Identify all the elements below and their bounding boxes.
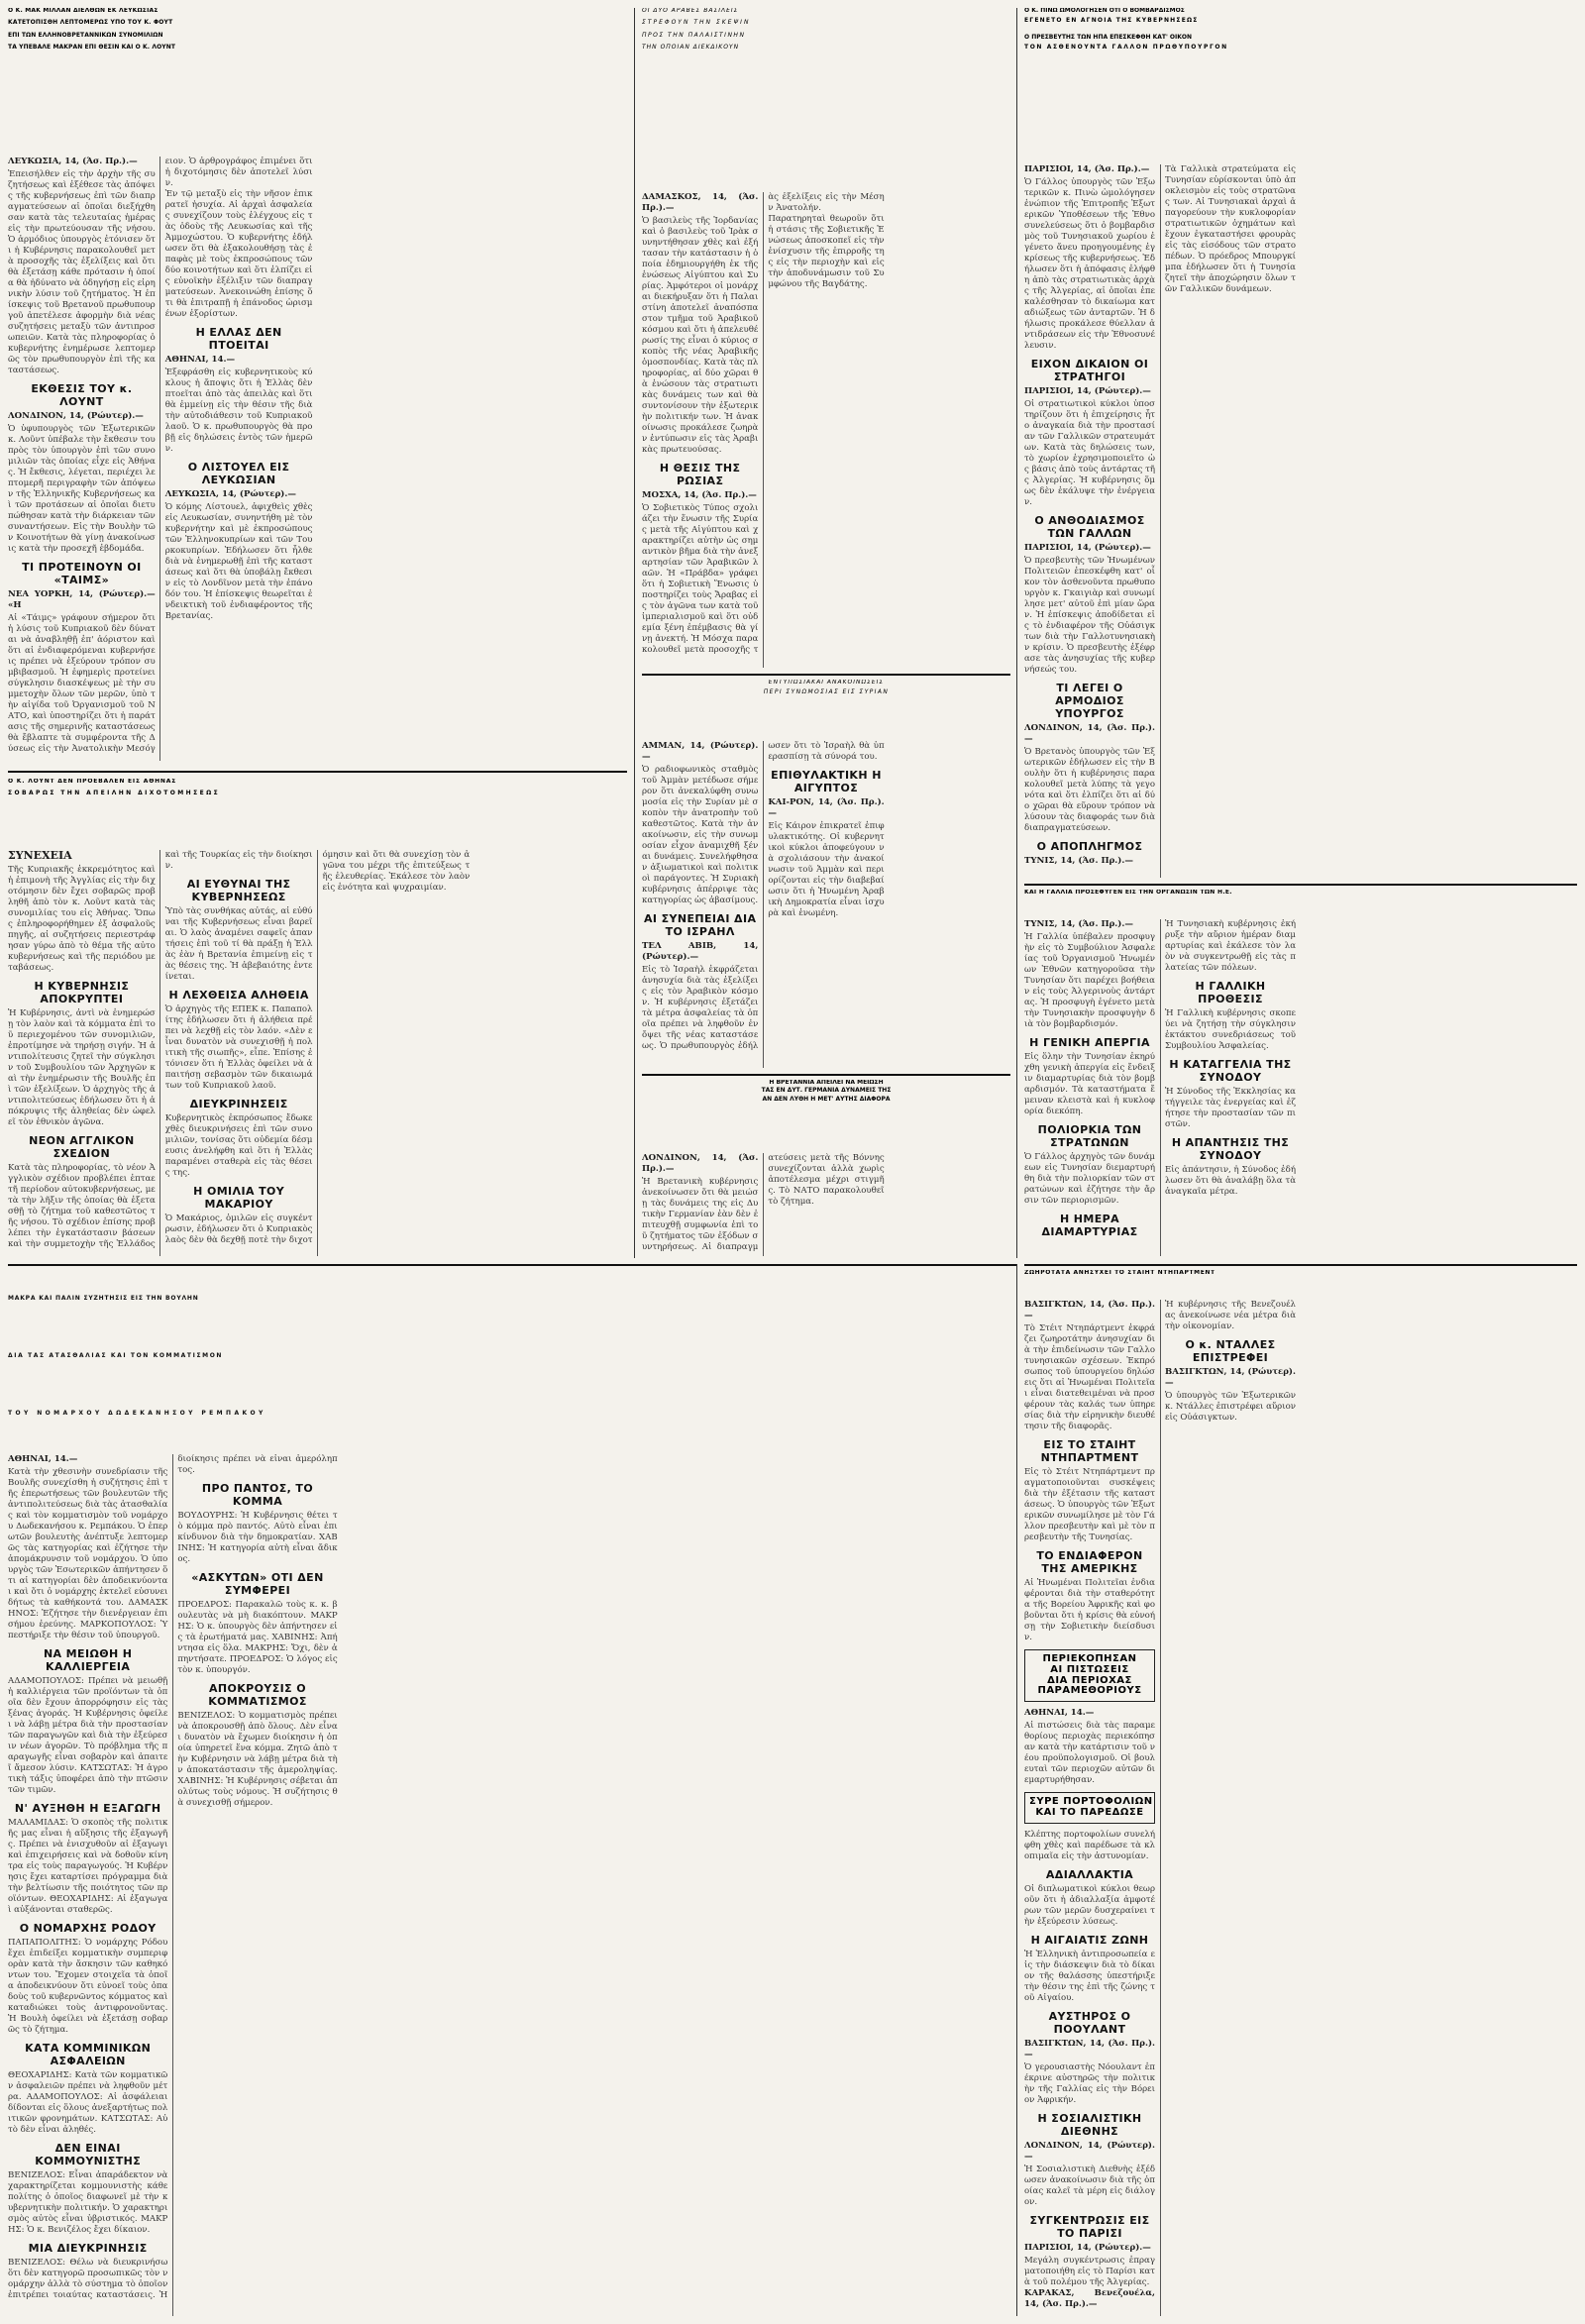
subhead-synod-reply: Η ΑΠΑΝΤΗΣΙΣ ΤΗΣ ΣΥΝΟΔΟΥ xyxy=(1171,1136,1290,1162)
column-rule xyxy=(1016,8,1017,1258)
article-body-text: Κατὰ τὴν χθεσινὴν συνεδρίασιν τῆς Βουλῆς συνεχίσθη ἡ συζήτησις ἐπὶ τῆς ἐπερωτήσεως τῶν βουλευτῶν τῆς ἀντιπολιτεύσεως διὰ τὰς ἀτασθαλίας καὶ τὸν κομματισμὸν τοῦ νομάρχου Δωδεκανήσου κ. Ρεμπάκου. Ὁ ἐπερωτῶν βουλευτὴς ἀνέπτυξε λεπτομερῶς τὰς κατηγορίας καὶ ἐζήτησε τὴν ἀπομάκρυνσιν τοῦ νομάρχου. Ὁ ὑπουργὸς τῶν Ἐσωτερικῶν ἀπήντησεν ὅτι αἱ κατηγορίαι δὲν ἀποδεικνύονται καὶ ὅτι ὁ νομάρχης ἐκτελεῖ εὐσυνειδήτως τὰ καθήκοντά του. ΔΑΜΑΣΚΗΝΟΣ: Ἐζήτησε τὴν διενέργειαν ἐπισήμου ἐρεύνης. ΜΑΡΚΟΠΟΥΛΟΣ: Ὑπεστήριξε τὴν θέσιν τοῦ ὑπουργοῦ. xyxy=(8,1467,168,1640)
pineau-article xyxy=(1024,164,1577,878)
pineau-headline-line-3: Ο ΠΡΕΣΒΕΥΤΗΣ ΤΩΝ ΗΠΑ ΕΠΕΣΚΕΦΘΗ ΚΑΤ' ΟΙΚΟΝ xyxy=(1024,33,1192,41)
britain-article xyxy=(642,1153,1010,1256)
article-body-text: Κυβερνητικὸς ἐκπρόσωπος ἔδωκε χθὲς διευκρινήσεις ἐπὶ τῶν συνομιλιῶν, τονίσας ὅτι οὐδεμία δέσμευσις ἀνελήφθη καὶ ὅτι ἡ Ἑλλὰς παραμένει σταθερὰ εἰς τὰς θέσεις της. xyxy=(164,1113,313,1178)
box-line: ΔΙΑ ΠΕΡΙΟΧΑΣ xyxy=(1047,1674,1132,1686)
article-body-text: Ἡ Βρετανικὴ κυβέρνησις ἀνεκοίνωσεν ὅτι θὰ μειώσῃ τὰς δυνάμεις της εἰς Δυτικὴν Γερμανίαν ἐὰν δὲν ἐπιτευχθῇ συμφωνία ἐπὶ τοῦ ζητήματος τῶν ἐξόδων συντηρήσεως. Αἱ διαπραγματεύσεις μετὰ τῆς Βόννης συνεχίζονται ἀλλὰ χωρὶς ἀποτέλεσμα μέχρι στιγμῆς. Τὸ ΝΑΤΟ παρακολουθεῖ τὸ ζήτημα. xyxy=(642,1153,885,1252)
subhead-not-communist: ΔΕΝ ΕΙΝΑΙ ΚΟΜΜΟΥΝΙΣΤΗΣ xyxy=(35,2142,142,2167)
article-body-text: Ὁ ἀρχηγὸς τῆς ΕΠΕΚ κ. Παπαπολίτης ἐδήλωσεν ὅτι ἡ ἀλήθεια πρέπει νὰ λεχθῇ εἰς τὸν λαόν. «Δὲν εἶναι δυνατὸν νὰ συνεχισθῇ ἡ πολιτικὴ τῆς σιωπῆς», εἶπε. Ἐπίσης ἐτόνισεν ὅτι ἡ Ἑλλὰς ὀφείλει νὰ ἀπαιτήσῃ σεβασμὸν τῶν δικαιωμάτων τοῦ Κυπριακοῦ λαοῦ. xyxy=(164,1004,313,1091)
dateline-nicosia: ΛΕΥΚΩΣΙΑ, 14, (Ρώυτερ).— xyxy=(164,489,296,499)
dateline-cairo: ΚΑΙ-ΡΟΝ, 14, (Άσ. Πρ.).— xyxy=(768,797,885,818)
lunt-headline-line-1: Ο Κ. ΛΟΥΝΤ ΔΕΝ ΠΡΟΕΒΑΛΕΝ ΕΙΣ ΑΘΗΝΑΣ xyxy=(8,779,177,785)
banner-line-2: ΔΙΑ ΤΑΣ ΑΤΑΣΘΑΛΙΑΣ ΚΑΙ ΤΟΝ ΚΟΜΜΑΤΙΣΜΟΝ xyxy=(8,1352,224,1359)
article-body-text: ΒΕΝΙΖΕΛΟΣ: Εἶναι ἀπαράδεκτον νὰ χαρακτηρίζεται κομμουνιστὴς κάθε πολίτης ὁ ὁποῖος διαφωνεῖ μὲ τὴν κυβερνητικὴν πολιτικήν. Ὁ χαρακτηρισμὸς αὐτὸς εἶναι ὑβριστικός. ΜΑΚΡΗΣ: Ὁ κ. Βενιζέλος ἔχει δίκαιον. xyxy=(8,2170,168,2235)
syria-conspiracy-headline-block xyxy=(642,680,1010,735)
subhead-a-clarification: ΜΙΑ ΔΙΕΥΚΡΙΝΗΣΙΣ xyxy=(28,2242,148,2255)
arab-kings-headline-line-3: ΠΡΟΣ ΤΗΝ ΠΑΛΑΙΣΤΙΝΗΝ xyxy=(642,31,746,39)
pineau-headline-line-4: ΤΟΝ ΑΣΘΕΝΟΥΝΤΑ ΓΑΛΛΟΝ ΠΡΩΘΥΠΟΥΡΓΟΝ xyxy=(1024,44,1228,52)
article-body-text: Ὁ πρεσβευτὴς τῶν Ἡνωμένων Πολιτειῶν ἐπεσκέφθη κατ' οἶκον τὸν ἀσθενοῦντα πρωθυπουργὸν κ. Γκαιγιὰρ καὶ συνωμίλησε μετ' αὐτοῦ ἐπὶ μίαν ὥραν. Ἡ ἐπίσκεψις ἀποδίδεται εἰς τὸ ἐνδιαφέρον τῆς Οὐάσιγκτων διὰ τὴν Γαλλοτυνησιακὴν κρίσιν. Ὁ πρεσβευτὴς ἐξέφρασε τὰς ἀνησυχίας τῆς κυβερνήσεώς του. xyxy=(1024,556,1155,675)
article-body-text: Ὁ Γάλλος ὑπουργὸς τῶν Ἐξωτερικῶν κ. Πινὼ ὡμολόγησεν ἐνώπιον τῆς Ἐπιτροπῆς Ἐξωτερικῶν Ὑποθέσεων τῆς Ἐθνοσυνελεύσεως ὅτι ὁ βομβαρδισμὸς τοῦ Τυνησιακοῦ χωρίου ἐγένετο ἄνευ προηγουμένης ἐγκρίσεως τῆς κυβερνήσεως. Ἐδήλωσεν ὅτι ἡ ἀπόφασις ἐλήφθη ἀπὸ τὰς στρατιωτικὰς ἀρχὰς τῆς Ἀλγερίας, αἱ ὁποῖαι ἐπεκαλέσθησαν τὸ δικαίωμα καταδιώξεως τῶν ἀνταρτῶν. Ἡ δήλωσις προκάλεσε θύελλαν ἀντιδράσεων εἰς τὴν Ἐθνοσυνέλευσιν. xyxy=(1024,177,1155,351)
article-body-text: ΒΕΝΙΖΕΛΟΣ: Ὁ κομματισμὸς πρέπει νὰ ἀποκρουσθῇ ἀπὸ ὅλους. Δὲν εἶναι δυνατὸν νὰ ἔχωμεν διοίκησιν ἡ ὁποία ὑπηρετεῖ ἕνα κόμμα. Ζητῶ ἀπὸ τὴν Κυβέρνησιν νὰ λάβῃ μέτρα διὰ τὴν ἀποκατάστασιν τῆς ἀμεροληψίας. ΧΑΒΙΝΗΣ: Ἡ Κυβέρνησις σέβεται ἀπολύτως τοὺς νόμους. Ἡ συζήτησις θὰ συνεχισθῇ σήμερον. xyxy=(177,1711,338,1808)
dateline-caracas: ΚΑΡΑΚΑΣ, Βενεζουέλα, 14, (Άσ. Πρ.).— xyxy=(1024,2287,1155,2309)
article-body-text: ΠΡΟΕΔΡΟΣ: Παρακαλῶ τοὺς κ. κ. βουλευτὰς νὰ μὴ διακόπτουν. ΜΑΚΡΗΣ: Ὁ κ. ὑπουργὸς δὲν ἀπήντησεν εἰς τὰ ἐρωτήματά μας. ΧΑΒΙΝΗΣ: Ἀπήντησα εἰς ὅλα. ΜΑΚΡΗΣ: Ὄχι, δὲν ἀπηντήσατε. ΠΡΟΕΔΡΟΣ: Ὁ λόγος εἰς τὸν κ. ὑπουργόν. xyxy=(177,1600,338,1675)
britain-headline-line-1: Η ΒΡΕΤΑΝΝΙΑ ΑΠΕΙΛΕΙ ΝΑ ΜΕΙΩΣΗ xyxy=(769,1080,884,1086)
france-un-article xyxy=(1024,919,1577,1256)
box-line: ΑΙ ΠΙΣΤΩΣΕΙΣ xyxy=(1050,1663,1129,1675)
macmillan-headline-line-3: ΕΠΙ ΤΩΝ ΕΛΛΗΝΟΒΡΕΤΑΝΝΙΚΩΝ ΣΥΝΟΜΙΛΙΩΝ xyxy=(8,31,163,39)
divider xyxy=(642,674,1010,676)
dateline-washington: ΒΑΣΙΓΚΤΩΝ, 14, (Άσ. Πρ.).— xyxy=(1024,2038,1155,2060)
parliament-article xyxy=(8,1454,1016,2316)
subhead-intransigence: ΑΔΙΑΛΛΑΚΤΙΑ xyxy=(1045,1867,1134,1881)
article-body-text: Ὁ ραδιοφωνικὸς σταθμὸς τοῦ Ἀμμὰν μετέδωσε σήμερον ὅτι ἀνεκαλύφθη συνωμοσία εἰς τὴν Συρίαν μὲ σκοπὸν τὴν ἀνατροπὴν τοῦ καθεστῶτος. Κατὰ τὴν ἀνακοίνωσιν, εἰς τὴν συνωμοσίαν εἶχον ἀναμιχθῆ ξέναι δυνάμεις. Συνελήφθησαν ἀξιωματικοὶ καὶ πολιτικοὶ παράγοντες. Ἡ Συριακὴ κυβέρνησις ἀπέρριψε τὰς κατηγορίας ὡς ἀβασίμους. xyxy=(642,765,759,905)
subhead-rhodes-prefect: Ο ΝΟΜΑΡΧΗΣ ΡΟΔΟΥ xyxy=(19,1922,157,1935)
parliament-banner-headline xyxy=(8,1272,1016,1448)
subhead-socialist-international: Η ΣΟΣΙΑΛΙΣΤΙΚΗ ΔΙΕΘΝΗΣ xyxy=(1037,2111,1142,2138)
article-body-text: Οἱ διπλωματικοὶ κύκλοι θεωροῦν ὅτι ἡ ἀδιαλλαξία ἀμφοτέρων τῶν μερῶν δυσχεραίνει τὴν ἐξεύρεσιν λύσεως. xyxy=(1024,1883,1155,1927)
dateline-amman: ΑΜΜΑΝ, 14, (Ρώυτερ).— xyxy=(642,741,759,762)
syria-conspiracy-article xyxy=(642,741,1010,1068)
article-body-text: Ὁ ὑφυπουργὸς τῶν Ἐξωτερικῶν κ. Λοῦντ ὑπέβαλε τὴν ἔκθεσιν του πρὸς τὸν ὑπουργὸν ἐπὶ τῶν συνομιλιῶν τὰς ὁποίας εἶχε εἰς Ἀθήνας. Ἡ ἔκθεσις, λέγεται, περιέχει λεπτομερῆ περιγραφὴν τῶν ἀπόψεων τῆς Ἑλληνικῆς Κυβερνήσεως καὶ τῶν προτάσεων αἱ ὁποῖαι διετυπώθησαν κατὰ τὴν διάρκειαν τῶν συναντήσεων. Εἰς τὴν Βουλὴν τῶν Κοινοτήτων θὰ γίνῃ ἀνακοίνωσις κατὰ τὴν προσεχῆ ἑβδομάδα. xyxy=(8,424,156,554)
article-body-text: Παρατηρηταὶ θεωροῦν ὅτι ἡ στάσις τῆς Σοβιετικῆς Ἑνώσεως ἀποσκοπεῖ εἰς τὴν ἐνίσχυσιν τῆς ἐπιρροῆς της εἰς τὴν περιοχὴν καὶ εἰς τὴν ἀποδυνάμωσιν τοῦ Συμφώνου τῆς Βαγδάτης. xyxy=(768,214,885,289)
macmillan-article xyxy=(8,157,627,761)
column-rule xyxy=(634,8,635,1258)
continuation-label: ΣΥΝΕΧΕΙΑ xyxy=(8,850,72,862)
subhead-siege-barracks: ΠΟΛΙΟΡΚΙΑ ΤΩΝ ΣΤΡΑΤΩΝΩΝ xyxy=(1037,1123,1142,1149)
subhead-makarios-speech: Η ΟΜΙΛΙΑ ΤΟΥ ΜΑΚΑΡΙΟΥ xyxy=(193,1185,285,1211)
divider xyxy=(642,1074,1010,1076)
box-line: ΠΕΡΙΕΚΟΠΗΣΑΝ xyxy=(1042,1653,1137,1664)
wallet-thief-box xyxy=(1024,1792,1155,1824)
article-body-text: Κατὰ τὰς πληροφορίας, τὸ νέον Ἀγγλικὸν σχέδιον προβλέπει ἑπταετῆ περίοδον αὐτοκυβερνήσεως, μετὰ τὴν λῆξιν τῆς ὁποίας θὰ ἐξετασθῇ τὸ ζήτημα τοῦ καθεστῶτος τῆς νήσου. Τὸ σχέδιον ἐπίσης προβλέπει τὴν ἐγκατάστασιν βάσεων καὶ τὴν συμμετοχὴν τῆς Ἑλλάδος καὶ τῆς Τουρκίας εἰς τὴν διοίκησιν. xyxy=(8,850,313,1249)
arab-kings-article xyxy=(642,192,1010,668)
subhead-america-interest: ΤΟ ΕΝΔΙΑΦΕΡΟΝ ΤΗΣ ΑΜΕΡΙΚΗΣ xyxy=(1036,1549,1143,1575)
article-body-text: Ἡ Σύνοδος τῆς Ἐκκλησίας κατήγγειλε τὰς ἐνεργείας καὶ ἐζήτησε τὴν προστασίαν τῶν πιστῶν. xyxy=(1165,1087,1296,1129)
dateline-athens: ΑΘΗΝΑΙ, 14.— xyxy=(1024,1708,1095,1719)
dateline-london: ΛΟΝΔΙΝΟΝ, 14, (Άσ. Πρ.).— xyxy=(642,1153,759,1174)
article-body-text: ΘΕΟΧΑΡΙΔΗΣ: Κατὰ τῶν κομματικῶν ἀσφαλειῶν πρέπει νὰ ληφθοῦν μέτρα. ΑΔΑΜΟΠΟΥΛΟΣ: Αἱ ἀσφάλειαι δίδονται εἰς ὅλους ἀνεξαρτήτως πολιτικῶν φρονημάτων. ΚΑΤΣΩΤΑΣ: Αὐτὸ δὲν εἶναι ἀληθές. xyxy=(8,2070,168,2135)
subhead-aegean-zone: Η ΑΙΓΑΙΑΤΙΣ ΖΩΝΗ xyxy=(1030,1933,1149,1947)
banner-line-1: ΜΑΚΡΑ ΚΑΙ ΠΑΛΙΝ ΣΥΖΗΤΗΣΙΣ ΕΙΣ ΤΗΝ ΒΟΥΛΗΝ xyxy=(8,1295,199,1302)
syria-headline-line-2: ΠΕΡΙ ΣΥΝΩΜΟΣΙΑΣ ΕΙΣ ΣΥΡΙΑΝ xyxy=(763,688,890,696)
dateline-damascus: ΔΑΜΑΣΚΟΣ, 14, (Άσ. Πρ.).— xyxy=(642,192,759,213)
subhead-minister-says: ΤΙ ΛΕΓΕΙ Ο ΑΡΜΟΔΙΟΣ ΥΠΟΥΡΓΟΣ xyxy=(1055,682,1124,720)
state-dept-article xyxy=(1024,1300,1577,2316)
divider xyxy=(8,1264,1016,1266)
article-body-text: Ἡ Τυνησιακὴ κυβέρνησις ἐκήρυξε τὴν αὔριον ἡμέραν διαμαρτυρίας καὶ ἐκάλεσε τὸν λαὸν νὰ συγκεντρωθῇ εἰς τὰς πλατείας τῶν πόλεων. xyxy=(1165,919,1296,973)
subhead-day-of-protest: Η ΗΜΕΡΑ ΔΙΑΜΑΡΤΥΡΙΑΣ xyxy=(1041,1213,1138,1238)
subhead-clarifications: ΔΙΕΥΚΡΙΝΗΣΕΙΣ xyxy=(189,1098,288,1110)
divider xyxy=(1024,1264,1577,1266)
article-body-text: Τὸ Στέιτ Ντηπάρτμεντ ἐκφράζει ζωηροτάτην ἀνησυχίαν διὰ τὴν ἐπιδείνωσιν τῶν Γαλλοτυνησιακῶν σχέσεων. Ἐκπρόσωπος τοῦ ὑπουργείου δηλώσεις ὅτι αἱ Ἡνωμέναι Πολιτεῖαι εἶναι διατεθειμέναι νὰ προσφέρουν τὰς καλάς των ὑπηρεσίας διὰ τὴν εἰρηνικὴν διευθέτησιν τῆς διαφορᾶς. xyxy=(1024,1323,1155,1431)
france-un-headline-block xyxy=(1024,890,1577,913)
subhead-government-responsibility: ΑΙ ΕΥΘΥΝΑΙ ΤΗΣ ΚΥΒΕΡΝΗΣΕΩΣ xyxy=(186,878,291,903)
dateline-athens: ΑΘΗΝΑΙ, 14.— xyxy=(8,1454,78,1464)
article-body-text: Ἡ Σοσιαλιστικὴ Διεθνὴς ἐξέδωσεν ἀνακοίνωσιν διὰ τῆς ὁποίας καλεῖ τὰ μέρη εἰς διάλογον. xyxy=(1024,2164,1155,2207)
subhead-partisanship: ΑΠΟΚΡΟΥΣΙΣ Ο ΚΟΜΜΑΤΙΣΜΟΣ xyxy=(208,1682,307,1708)
column-rule xyxy=(1016,1264,1017,2316)
dateline-new-york: ΝΕΑ ΥΟΡΚΗ, 14, (Ρώυτερ).— «Η xyxy=(8,589,156,610)
dateline-paris: ΠΑΡΙΣΙΟΙ, 14, (Ρώυτερ).— xyxy=(1024,2242,1151,2253)
divider xyxy=(8,771,627,773)
article-body-text: Μεγάλη συγκέντρωσις ἐπραγματοποιήθη εἰς τὸ Παρίσι κατὰ τοῦ πολέμου τῆς Ἀλγερίας. xyxy=(1024,2255,1155,2287)
subhead-listowel: Ο ΛΙΣΤΟΥΕΛ ΕΙΣ ΛΕΥΚΩΣΙΑΝ xyxy=(187,461,290,486)
article-body-text: Ἐν τῷ μεταξὺ εἰς τὴν νῆσον ἐπικρατεῖ ἡσυχία. Αἱ ἀρχαὶ ἀσφαλείας συνεχίζουν τοὺς ἐλέγχους εἰς τὰς ὁδοὺς τῆς Λευκωσίας καὶ τῆς Ἀμμοχώστου. Ὁ κυβερνήτης ἐδήλωσεν ὅτι θὰ ἐξακολουθήσῃ τὰς ἐπαφὰς μὲ τοὺς ἐκπροσώπους τῶν δύο κοινοτήτων καὶ ὅτι ἐλπίζει εἰς εὐνοϊκὴν ἐξέλιξιν τῶν διαπραγματεύσεων. Ἀνεκοινώθη ἐπίσης ὅτι θὰ ἐπιτραπῇ ἡ ἐπάνοδος ὡρισμένων ἐξορίστων. xyxy=(164,189,313,319)
macmillan-headline-line-1: Ο Κ. ΜΑΚ ΜΙΛΛΑΝ ΔΙΕΛΘΩΝ ΕΚ ΛΕΥΚΩΣΙΑΣ xyxy=(8,8,158,14)
article-body-text: ΒΕΝΙΖΕΛΟΣ: Θέλω νὰ διευκρινήσω ὅτι δὲν κατηγορῶ προσωπικῶς τὸν νομάρχην ἀλλὰ τὸ σύστημα τὸ ὁποῖον ἐπιτρέπει τοιαύτας καταστάσεις. Ἡ διοίκησις πρέπει νὰ εἶναι ἀμερόληπτος. xyxy=(8,1454,338,2300)
subhead-truth-told: Η ΛΕΧΘΕΙΣΑ ΑΛΗΘΕΙΑ xyxy=(168,989,309,1002)
article-body-text: Αἱ πιστώσεις διὰ τὰς παραμεθορίους περιοχὰς περιεκόπησαν κατὰ τὴν κατάρτισιν τοῦ νέου προϋπολογισμοῦ. Οἱ βουλευταὶ τῶν περιοχῶν αὐτῶν διεμαρτυρήθησαν. xyxy=(1024,1721,1155,1786)
article-body-text: Ὁ κόμης Λίστουελ, ἀφιχθεὶς χθὲς εἰς Λευκωσίαν, συνηντήθη μὲ τὸν κυβερνήτην καὶ μὲ ἐκπροσώπους τῶν Ἑλληνοκυπρίων καὶ τῶν Τουρκοκυπρίων. Ἐδήλωσεν ὅτι ἦλθε διὰ νὰ ἐνημερωθῇ ἐπὶ τῆς καταστάσεως καὶ ὅτι θὰ ὑποβάλῃ ἔκθεσιν εἰς τὸ Λονδῖνον μετὰ τὴν ἐπάνοδόν του. Ἡ ἐπίσκεψις θεωρεῖται ἐνδεικτικὴ τοῦ ἐνδιαφέροντος τῆς Βρετανίας. xyxy=(164,502,313,621)
dateline-tunis: ΤΥΝΙΣ, 14, (Άσ. Πρ.).— xyxy=(1024,919,1133,929)
subhead-blockade: Ο ΑΠΟΠΛΗΓΜΟΣ xyxy=(1036,840,1143,853)
box-line: ΣΥΡΕ ΠΟΡΤΟΦΟΛΙΩΝ xyxy=(1029,1796,1153,1808)
article-body-text: Ἡ Ἑλληνικὴ ἀντιπροσωπεία εἰς τὴν διάσκεψιν διὰ τὸ δίκαιον τῆς θαλάσσης ὑπεστήριξε τὴν θέσιν της ἐπὶ τῆς ζώνης τοῦ Αἰγαίου. xyxy=(1024,1949,1155,2003)
dateline-london: ΛΟΝΔΙΝΟΝ, 14, (Άσ. Πρ.).— xyxy=(1024,723,1155,744)
dateline-paris: ΠΑΡΙΣΙΟΙ, 14, (Ρώυτερ).— xyxy=(1024,386,1151,396)
subhead-israel-consequences: ΑΙ ΣΥΝΕΠΕΙΑΙ ΔΙΑ ΤΟ ΙΣΡΑΗΛ xyxy=(643,912,757,938)
article-body-text: Ὁ Γάλλος ἀρχηγὸς τῶν δυνάμεων εἰς Τυνησίαν διεμαρτυρήθη διὰ τὴν πολιορκίαν τῶν στρατώνων καὶ ἐζήτησε τὴν ἄρσιν τῶν περιορισμῶν. xyxy=(1024,1152,1155,1206)
article-body-text: Εἰς ὅλην τὴν Τυνησίαν ἐκηρύχθη γενικὴ ἀπεργία εἰς ἔνδειξιν διαμαρτυρίας διὰ τὸν βομβαρδισμόν. Τὰ καταστήματα ἔμειναν κλειστὰ καὶ ἡ κυκλοφορία διεκόπη. xyxy=(1024,1052,1155,1116)
pineau-headline-line-2: ΕΓΕΝΕΤΟ ΕΝ ΑΓΝΟΙΑ ΤΗΣ ΚΥΒΕΡΝΗΣΕΩΣ xyxy=(1024,17,1199,25)
subhead-generals-right: ΕΙΧΟΝ ΔΙΚΑΙΟΝ ΟΙ ΣΤΡΑΤΗΓΟΙ xyxy=(1030,358,1149,383)
article-body-text: Εἰς Κάιρον ἐπικρατεῖ ἐπιφυλακτικότης. Οἱ κυβερνητικοὶ κύκλοι ἀποφεύγουν νὰ σχολιάσουν τὴν ἀνακοίνωσιν τοῦ Ἀμμὰν καὶ περιορίζονται εἰς τὴν διαβεβαίωσιν ὅτι ἡ Ἡνωμένη Ἀραβικὴ Δημοκρατία εἶναι ἰσχυρὰ καὶ ἑνωμένη. xyxy=(768,821,885,918)
article-body-text: Κλέπτης πορτοφολίων συνελήφθη χθὲς καὶ παρέδωσε τὰ κλοπιμαῖα εἰς τὴν ἀστυνομίαν. xyxy=(1024,1829,1155,1861)
dateline-london: ΛΟΝΔΙΝΟΝ, 14, (Ρώυτερ).— xyxy=(8,411,144,421)
article-body-text: Εἰς τὸ Ἰσραὴλ ἐκφράζεται ἀνησυχία διὰ τὰς ἐξελίξεις εἰς τὸν Ἀραβικὸν κόσμον. Ἡ κυβέρνησις ἐξετάζει τὰ μέτρα ἀσφαλείας τὰ ὁποῖα πρέπει νὰ ληφθοῦν ἐν ὄψει τῆς νέας καταστάσεως. Ὁ πρωθυπουργὸς ἐδήλωσεν ὅτι τὸ Ἰσραὴλ θὰ ὑπερασπίσῃ τὰ σύνορά του. xyxy=(642,741,885,1051)
article-body-text: Ἐπεισήλθεν εἰς τὴν ἀρχὴν τῆς συζητήσεως καὶ ἐξέθεσε τὰς ἀπόψεις τῆς κυβερνήσεως ἐπὶ τῶν διαπραγματεύσεων αἱ ὁποῖαι διεξήχθησαν κατὰ τὰς τελευταίας ἡμέρας εἰς τὴν πρωτεύουσαν τῆς νήσου. Ὁ ἀρμόδιος ὑπουργὸς ἐτόνισεν ὅτι ἡ Κυβέρνησις παρακολουθεῖ μετὰ προσοχῆς τὰς ἐξελίξεις καὶ ὅτι θὰ ἐξετάσῃ κάθε πρότασιν ἡ ὁποία θὰ ἠδύνατο νὰ ὁδηγήσῃ εἰς εἰρηνικὴν λύσιν τοῦ ζητήματος. Ἡ ἐπίσκεψις τοῦ Βρετανοῦ πρωθυπουργοῦ ἀπετέλεσε ἀφορμὴν διὰ νέας συζητήσεις μεταξὺ τῶν ἀντιπροσωπειῶν. Κατὰ τὰς πληροφορίας ὁ κυβερνήτης ἐνημέρωσε λεπτομερῶς τὸν πρωθυπουργὸν ἐπὶ τῆς καταστάσεως. xyxy=(8,169,156,375)
article-body-text: Ἡ Κυβέρνησις, ἀντὶ νὰ ἐνημερώσῃ τὸν λαὸν καὶ τὰ κόμματα ἐπὶ τοῦ περιεχομένου τῶν συνομιλιῶν, ἐπροτίμησε νὰ τηρήσῃ σιγήν. Ἡ ἀντιπολίτευσις ζητεῖ τὴν σύγκλησιν τοῦ Συμβουλίου τῶν Ἀρχηγῶν καὶ τὴν ἐνημέρωσιν τῆς Βουλῆς ἐπὶ τῶν ἐξελίξεων. Ὁ ἀρχηγὸς τῆς ἀντιπολιτεύσεως ἐδήλωσεν ὅτι ἡ ἀπόκρυψις τῆς ἀληθείας δὲν ὠφελεῖ τὸν ἐθνικὸν ἀγῶνα. xyxy=(8,1008,156,1127)
subhead-lunt-report: ΕΚΘΕΣΙΣ ΤΟΥ κ. ΛΟΥΝΤ xyxy=(31,382,133,408)
article-dateline: ΛΕΥΚΩΣΙΑ, 14, (Άσ. Πρ.).— xyxy=(8,157,138,166)
britain-headline-line-2: ΤΑΣ ΕΝ ΔΥΤ. ΓΕΡΜΑΝΙΑ ΔΥΝΑΜΕΙΣ ΤΗΣ xyxy=(761,1087,892,1095)
article-body-text: Ὁ βασιλεὺς τῆς Ἰορδανίας καὶ ὁ βασιλεὺς τοῦ Ἰρὰκ συνηντήθησαν χθὲς καὶ ἐξήτασαν τὴν κατάστασιν ἡ ὁποία ἐδημιουργήθη ἐκ τῆς ἑνώσεως Αἰγύπτου καὶ Συρίας. Ἀμφότεροι οἱ μονάρχαι διεκήρυξαν ὅτι ἡ Παλαιστίνη ἀποτελεῖ ἀναπόσπαστον τμῆμα τοῦ Ἀραβικοῦ κόσμου καὶ ὅτι ἡ ἀπελευθέρωσίς της εἶναι ὁ κύριος σκοπὸς τῆς νέας Ἀραβικῆς ὁμοσπονδίας. Κατὰ τὰς πληροφορίας, αἱ δύο χῶραι θὰ ἑνώσουν τὰς στρατιωτικὰς δυνάμεις των καὶ θὰ συντονίσουν τὴν ἐξωτερικὴν πολιτικήν των. Ἡ ἀνακοίνωσις προκάλεσε ζωηρὰν ἐντύπωσιν εἰς τὰς Ἀραβικὰς πρωτευούσας. xyxy=(642,216,759,455)
newspaper-page xyxy=(8,8,1577,2316)
britain-headline-block xyxy=(642,1080,1010,1149)
article-body-text: ΠΑΠΑΠΟΛΙΤΗΣ: Ὁ νομάρχης Ρόδου ἔχει ἐπιδείξει κομματικὴν συμπεριφορὰν κατὰ τὴν ἄσκησιν τῶν καθηκόντων του. Ἔχομεν στοιχεῖα τὰ ὁποῖα ἀποδεικνύουν ὅτι εὐνοεῖ τοὺς ὀπαδοὺς τοῦ κυβερνῶντος κόμματος καὶ καταδιώκει τοὺς ἀντιφρονοῦντας. Ἡ Βουλὴ ὀφείλει νὰ ἐξετάσῃ σοβαρῶς τὸ ζήτημα. xyxy=(8,1938,168,2035)
dateline-washington: ΒΑΣΙΓΚΤΩΝ, 14, (Άσ. Πρ.).— xyxy=(1024,1300,1155,1320)
dateline-washington: ΒΑΣΙΓΚΤΩΝ, 14, (Ρώυτερ).— xyxy=(1165,1367,1296,1388)
subhead-dulles-returns: Ο κ. ΝΤΑΛΛΕΣ ΕΠΙΣΤΡΕΦΕΙ xyxy=(1185,1338,1276,1364)
subhead-new-english-plan: ΝΕΟΝ ΑΓΓΛΙΚΟΝ ΣΧΕΔΙΟΝ xyxy=(29,1134,135,1160)
article-body-text: Τῆς Κυπριακῆς ἐκκρεμότητος καὶ ἡ ἐπιμονὴ τῆς Ἀγγλίας εἰς τὴν διχοτόμησιν δὲν ἔχει σοβαρῶς προβληθῆ ἀπὸ τὸν κ. Λοῦντ κατὰ τὰς συνομιλίας του εἰς Ἀθήνας. Ὅπως ἐπληροφορήθημεν ἐξ ἀσφαλοῦς πηγῆς, αἱ συζητήσεις περιεστράφησαν γύρω ἀπὸ τὸ θέμα τῆς αὐτοκυβερνήσεως καὶ τῆς περιόδου μεταβάσεως. xyxy=(8,865,156,973)
article-body-text: ΒΟΥΔΟΥΡΗΣ: Ἡ Κυβέρνησις θέτει τὸ κόμμα πρὸ παντός. Αὐτὸ εἶναι ἐπικίνδυνον διὰ τὴν δημοκρατίαν. ΧΑΒΙΝΗΣ: Ἡ κατηγορία αὐτὴ εἶναι ἄδικος. xyxy=(177,1511,338,1564)
subhead-egypt-cautious: ΕΠΙΘΥΛΑΚΤΙΚΗ Η ΑΙΓΥΠΤΟΣ xyxy=(771,769,882,794)
credits-cut-box xyxy=(1024,1649,1155,1702)
pineau-headline-line-1: Ο Κ. ΠΙΝΩ ΩΜΟΛΟΓΗΣΕΝ ΟΤΙ Ο ΒΟΜΒΑΡΔΙΣΜΟΣ xyxy=(1024,8,1185,14)
article-body-text: Ὑπὸ τὰς συνθήκας αὐτάς, αἱ εὐθύναι τῆς Κυβερνήσεως εἶναι βαρεῖαι. Ὁ λαὸς ἀναμένει σαφεῖς ἀπαντήσεις ἐπὶ τοῦ τί θὰ πράξῃ ἡ Ἑλλὰς ἐὰν ἡ Βρετανία ἐπιμείνῃ εἰς τὰς θέσεις της. Ἡ ἀβεβαιότης ἐντείνεται. xyxy=(164,906,313,982)
dateline-tel-aviv: ΤΕΛ ΑΒΙΒ, 14, (Ρώυτερ).— xyxy=(642,941,759,962)
subhead-times: ΤΙ ΠΡΟΤΕΙΝΟΥΝ ΟΙ «ΤΑΙΜΣ» xyxy=(22,561,142,586)
macmillan-headline-line-4: ΤΑ ΥΠΕΒΑΛΕ ΜΑΚΡΑΝ ΕΠΙ ΘΕΣΙΝ ΚΑΙ Ο Κ. ΛΟΥΝΤ xyxy=(8,44,176,52)
state-dept-headline-block xyxy=(1024,1270,1577,1294)
article-body-text: Ἡ Γαλλία ὑπέβαλεν προσφυγὴν εἰς τὸ Συμβούλιον Ἀσφαλείας τοῦ Ὀργανισμοῦ Ἡνωμένων Ἐθνῶν κατηγοροῦσα τὴν Τυνησίαν ὅτι παρέχει βοήθειαν εἰς τοὺς Ἀλγερινοὺς ἀντάρτας. Ἡ προσφυγὴ ἐγένετο μετὰ τὴν Τυνησιακὴν προσφυγὴν διὰ τὸν βομβαρδισμόν. xyxy=(1024,932,1155,1029)
subhead-synod-complaint: Η ΚΑΤΑΓΓΕΛΙΑ ΤΗΣ ΣΥΝΟΔΟΥ xyxy=(1169,1058,1292,1084)
subhead-paris-rally: ΣΥΓΚΕΝΤΡΩΣΙΣ ΕΙΣ ΤΟ ΠΑΡΙΣΙ xyxy=(1029,2213,1150,2240)
macmillan-headline-line-2: ΚΑΤΕΤΟΠΙΣΘΗ ΛΕΠΤΟΜΕΡΩΣ ΥΠΟ ΤΟΥ Κ. ΦΟΥΤ xyxy=(8,19,173,27)
subhead-russia-position: Η ΘΕΣΙΣ ΤΗΣ ΡΩΣΙΑΣ xyxy=(659,462,741,487)
divider xyxy=(1024,884,1577,886)
subhead-strict-powland: ΑΥΣΤΗΡΟΣ Ο ΠΟΟΥΛΑΝΤ xyxy=(1048,2009,1131,2036)
subhead-french-intention: Η ΓΑΛΛΙΚΗ ΠΡΟΘΕΣΙΣ xyxy=(1195,980,1266,1005)
article-body-text: Τὰ Γαλλικὰ στρατεύματα εἰς Τυνησίαν εὑρίσκονται ὑπὸ ἀποκλεισμὸν εἰς τοὺς στρατῶνας των. Αἱ Τυνησιακαὶ ἀρχαὶ ἀπαγορεύουν τὴν κυκλοφορίαν στρατιωτικῶν ὀχημάτων καὶ ἔχουν ἐγκαταστήσει φρουρὰς εἰς τὰς εἰσόδους τῶν στρατοπέδων. Ὁ πρόεδρος Μπουργκίμπα ἐδήλωσεν ὅτι ἡ Τυνησία ζητεῖ τὴν ἀποχώρησιν ὅλων τῶν Γαλλικῶν δυνάμεων. xyxy=(1165,164,1296,294)
dateline-paris: ΠΑΡΙΣΙΟΙ, 14, (Ρώυτερ).— xyxy=(1024,543,1151,553)
dateline-paris: ΠΑΡΙΣΙΟΙ, 14, (Άσ. Πρ.).— xyxy=(1024,164,1150,174)
article-body-text: Αἱ «Τάιμς» γράφουν σήμερον ὅτι ἡ λύσις τοῦ Κυπριακοῦ δὲν δύναται νὰ ἀναβληθῇ ἐπ' ἀόριστον καὶ ὅτι αἱ ἐνδιαφερόμεναι κυβερνήσεις πρέπει νὰ ἐξεύρουν τρόπον συμβιβασμοῦ. Ἡ ἐφημερὶς προτείνει σύγκλησιν διασκέψεως μὲ τὴν συμμετοχὴν ὅλων τῶν μερῶν, ὑπὸ τὴν αἰγίδα τοῦ Ὀργανισμοῦ τοῦ ΝΑΤΟ, καὶ ὑποστηρίζει ὅτι ἡ παράτασις τῆς σημερινῆς καταστάσεως θὰ ἔβλαπτε τὰ συμφέροντα τῆς Δύσεως εἰς τὴν Ἀνατολικὴν Μεσόγειον. Ὁ ἀρθρογράφος ἐπιμένει ὅτι ἡ διχοτόμησις δὲν ἀποτελεῖ λύσιν. xyxy=(8,157,313,754)
banner-line-3: ΤΟΥ ΝΟΜΑΡΧΟΥ ΔΩΔΕΚΑΝΗΣΟΥ ΡΕΜΠΑΚΟΥ xyxy=(8,1410,266,1417)
arab-kings-headline-line-2: ΣΤΡΕΦΟΥΝ ΤΗΝ ΣΚΕΨΙΝ xyxy=(642,19,751,27)
state-dept-headline: ΖΩΗΡΟΤΑΤΑ ΑΝΗΣΥΧΕΙ ΤΟ ΣΤΑΙΗΤ ΝΤΗΠΑΡΤΜΕΝΤ xyxy=(1024,1270,1215,1276)
article-body-text: Οἱ στρατιωτικοὶ κύκλοι ὑποστηρίζουν ὅτι ἡ ἐπιχείρησις ἦτο ἀναγκαία διὰ τὴν προστασίαν τῶν Γαλλικῶν στρατευμάτων. Κατὰ τὰς δηλώσεις των, τὸ χωρίον ἐχρησιμοποιεῖτο ὡς βάσις ἀπὸ τοὺς ἀντάρτας τῆς Ἀλγερίας. Ἡ κυβέρνησις ὅμως δὲν ἐκάλυψε τὴν ἐνέργειαν. xyxy=(1024,399,1155,507)
arab-kings-headline-block xyxy=(642,8,1010,186)
article-body-text: Ὁ Σοβιετικὸς Τύπος σχολιάζει τὴν ἕνωσιν τῆς Συρίας μετὰ τῆς Αἰγύπτου καὶ χαρακτηρίζει αὐτὴν ὡς σημαντικὸν βῆμα διὰ τὴν ἀνεξαρτησίαν τῶν Ἀραβικῶν λαῶν. Ἡ «Πράβδα» γράφει ὅτι ἡ Σοβιετικὴ Ἕνωσις ὑποστηρίζει τοὺς Ἄραβας εἰς τὸν ἀγῶνα των κατὰ τοῦ ἱμπεριαλισμοῦ καὶ ὅτι οὐδεμία ξένη ἐπέμβασις θὰ γίνῃ ἀνεκτή. Ἡ Μόσχα παρακολουθεῖ μετὰ προσοχῆς τὰς ἐξελίξεις εἰς τὴν Μέσην Ἀνατολήν. xyxy=(642,192,885,655)
article-body-text: Ἡ κυβέρνησις τῆς Βενεζουέλας ἀνεκοίνωσε νέα μέτρα διὰ τὴν οἰκονομίαν. xyxy=(1165,1300,1296,1331)
box-line: ΠΑΡΑΜΕΘΟΡΙΟΥΣ xyxy=(1037,1685,1142,1697)
article-body-text: Εἰς ἀπάντησιν, ἡ Σύνοδος ἐδήλωσεν ὅτι θὰ ἀναλάβῃ ὅλα τὰ ἀναγκαῖα μέτρα. xyxy=(1165,1165,1296,1197)
article-body-text: ΑΔΑΜΟΠΟΥΛΟΣ: Πρέπει νὰ μειωθῇ ἡ καλλιέργεια τῶν προϊόντων τὰ ὁποῖα δὲν ἔχουν ἀπορρόφησιν εἰς τὰς ξένας ἀγοράς. Ἡ Κυβέρνησις ὀφείλει νὰ λάβῃ μέτρα διὰ τὴν προστασίαν τῶν παραγωγῶν καὶ διὰ τὴν ἐξεύρεσιν νέων ἀγορῶν. Τὸ πρόβλημα τῆς παραγωγῆς εἶναι σοβαρὸν καὶ ἀπαιτεῖ ἄμεσον λύσιν. ΚΑΤΣΩΤΑΣ: Ἡ ἀγροτικὴ τάξις ὑποφέρει ἀπὸ τὴν πτῶσιν τῶν τιμῶν. xyxy=(8,1676,168,1795)
article-body-text: Αἱ Ἡνωμέναι Πολιτεῖαι ἐνδιαφέρονται διὰ τὴν σταθερότητα τῆς Βορείου Ἀφρικῆς καὶ φοβοῦνται ὅτι ἡ κρίσις θὰ εὐνοήσῃ τὴν Σοβιετικὴν διείσδυσιν. xyxy=(1024,1578,1155,1642)
subhead-government-hides: Η ΚΥΒΕΡΝΗΣΙΣ ΑΠΟΚΡΥΠΤΕΙ xyxy=(34,980,130,1005)
box-line: ΚΑΙ ΤΟ ΠΑΡΕΔΩΣΕ xyxy=(1035,1806,1144,1818)
subhead-french-flowers: Ο ΑΝΘΟΔΙΑΣΜΟΣ ΤΩΝ ΓΑΛΛΩΝ xyxy=(1034,514,1145,540)
article-body-text: Ἡ Γαλλικὴ κυβέρνησις σκοπεύει νὰ ζητήσῃ τὴν σύγκλησιν ἐκτάκτου συνεδριάσεως τοῦ Συμβουλίου Ἀσφαλείας. xyxy=(1165,1008,1296,1051)
lunt-headline-line-2: ΣΟΒΑΡΩΣ ΤΗΝ ΑΠΕΙΛΗΝ ΔΙΧΟΤΟΜΗΣΕΩΣ xyxy=(8,790,221,797)
article-body-text: ΜΑΛΑΜΙΔΑΣ: Ὁ σκοπὸς τῆς πολιτικῆς μας εἶναι ἡ αὔξησις τῆς ἐξαγωγῆς. Πρέπει νὰ ἐνισχυθοῦν αἱ ἐξαγωγικαὶ ἐπιχειρήσεις καὶ νὰ δοθοῦν κίνητρα εἰς τοὺς παραγωγούς. Ἡ Κυβέρνησις ἔχει καταρτίσει πρόγραμμα διὰ τὴν βελτίωσιν τῆς ποιότητος τῶν προϊόντων. ΘΕΟΧΑΡΙΔΗΣ: Αἱ ἐξαγωγαὶ αὐξάνονται σταθερῶς. xyxy=(8,1818,168,1915)
dateline-london: ΛΟΝΔΙΝΟΝ, 14, (Ρώυτερ).— xyxy=(1024,2140,1155,2162)
article-body-text: Ὁ Βρετανὸς ὑπουργὸς τῶν Ἐξωτερικῶν ἐδήλωσεν εἰς τὴν Βουλὴν ὅτι ἡ κυβέρνησις παρακολουθεῖ μετὰ λύπης τὰ γεγονότα καὶ ὅτι ἐλπίζει ὅτι αἱ δύο χῶραι θὰ εὕρουν τρόπον νὰ λύσουν τὰς διαφοράς των διὰ διαπραγματεύσεων. xyxy=(1024,747,1155,833)
dateline-moscow: ΜΟΣΧΑ, 14, (Άσ. Πρ.).— xyxy=(642,490,757,500)
arab-kings-headline-line-1: ΟΙ ΔΥΟ ΑΡΑΒΕΣ ΒΑΣΙΛΕΙΣ xyxy=(642,8,739,14)
article-body-text: Εἰς τὸ Στέιτ Ντηπάρτμεντ πραγματοποιοῦνται συσκέψεις διὰ τὴν ἐξέτασιν τῆς καταστάσεως. Ὁ ὑπουργὸς τῶν Ἐξωτερικῶν συνωμίλησε μὲ τὸν Γάλλον πρεσβευτὴν καὶ μὲ τὸν πρεσβευτὴν τῆς Τυνησίας. xyxy=(1024,1467,1155,1542)
dateline-tunis: ΤΥΝΙΣ, 14, (Άσ. Πρ.).— xyxy=(1024,856,1133,866)
subhead-social-security: ΚΑΤΑ ΚΟΜΜΙΝΙΚΩΝ ΑΣΦΑΛΕΙΩΝ xyxy=(25,2042,152,2067)
subhead-increase-exports: Ν' ΑΥΞΗΘΗ Η ΕΞΑΓΩΓΗ xyxy=(14,1802,161,1815)
britain-headline-line-3: ΑΝ ΔΕΝ ΛΥΘΗ Η ΜΕΤ' ΑΥΤΗΣ ΔΙΑΦΟΡΑ xyxy=(762,1095,891,1103)
subhead-reduce-cultivation: ΝΑ ΜΕΙΩΘΗ Η ΚΑΛΛΙΕΡΓΕΙΑ xyxy=(43,1647,133,1673)
subhead-greece-not-afraid: Η ΕΛΛΑΣ ΔΕΝ ΠΤΟΕΙΤΑΙ xyxy=(195,326,282,352)
article-body-text: Ἐξεφράσθη εἰς κυβερνητικοὺς κύκλους ἡ ἄποψις ὅτι ἡ Ἑλλὰς δὲν πτοεῖται ἀπὸ τὰς ἀπειλὰς καὶ ὅτι θὰ ἐμμείνῃ εἰς τὴν θέσιν τῆς διὰ τὴν αὐτοδιάθεσιν τοῦ Κυπριακοῦ λαοῦ. Ὁ κ. πρωθυπουργὸς θὰ προβῇ εἰς δηλώσεις ἐντὸς τῶν ἡμερῶν. xyxy=(164,368,313,454)
subhead-does-not-suit: «ΑΣΚΥΤΩΝ» ΟΤΙ ΔΕΝ ΣΥΜΦΕΡΕΙ xyxy=(191,1571,324,1597)
lunt-headline-block xyxy=(8,779,627,842)
france-un-headline: ΚΑΙ Η ΓΑΛΛΙΑ ΠΡΟΣΕΦΥΓΕΝ ΕΙΣ ΤΗΝ ΟΡΓΑΝΩΣΙΝ ΤΩΝ Η.Ε. xyxy=(1024,890,1232,896)
arab-kings-headline-line-4: ΤΗΝ ΟΠΟΙΑΝ ΔΙΕΚΔΙΚΟΥΝ xyxy=(642,44,740,52)
subhead-party-first: ΠΡΟ ΠΑΝΤΟΣ, ΤΟ ΚΟΜΜΑ xyxy=(201,1482,314,1508)
article-body-text: Ὁ ὑπουργὸς τῶν Ἐξωτερικῶν κ. Ντάλλες ἐπιστρέφει αὔριον εἰς Οὐάσιγκτων. xyxy=(1165,1391,1296,1423)
article-body-text: Ὁ γερουσιαστὴς Νόουλαντ ἐπέκρινε αὐστηρῶς τὴν πολιτικὴν τῆς Γαλλίας εἰς τὴν Βόρειον Ἀφρικήν. xyxy=(1024,2061,1155,2105)
subhead-state-dept: ΕΙΣ ΤΟ ΣΤΑΙΗΤ ΝΤΗΠΑΡΤΜΕΝΤ xyxy=(1040,1438,1139,1464)
subhead-general-strike: Η ΓΕΝΙΚΗ ΑΠΕΡΓΙΑ xyxy=(1029,1036,1150,1049)
dateline-athens: ΑΘΗΝΑΙ, 14.— xyxy=(164,355,236,365)
article-body-text: Ὁ Μακάριος, ὁμιλῶν εἰς συγκέντρωσιν, ἐδήλωσεν ὅτι ὁ Κυπριακὸς λαὸς δὲν θὰ δεχθῇ ποτὲ τὴν διχοτόμησιν καὶ ὅτι θὰ συνεχίσῃ τὸν ἀγῶνα του μέχρι τῆς ἐπιτεύξεως τῆς ἐλευθερίας. Ἐκάλεσε τὸν λαὸν εἰς ἑνότητα καὶ ψυχραιμίαν. xyxy=(164,850,471,1245)
syria-headline-line-1: ΕΝΤΥΠΩΣΙΑΚΑΙ ΑΝΑΚΟΙΝΩΣΕΙΣ xyxy=(768,680,885,686)
lunt-article xyxy=(8,850,627,1256)
pineau-headline-block xyxy=(1024,8,1577,157)
